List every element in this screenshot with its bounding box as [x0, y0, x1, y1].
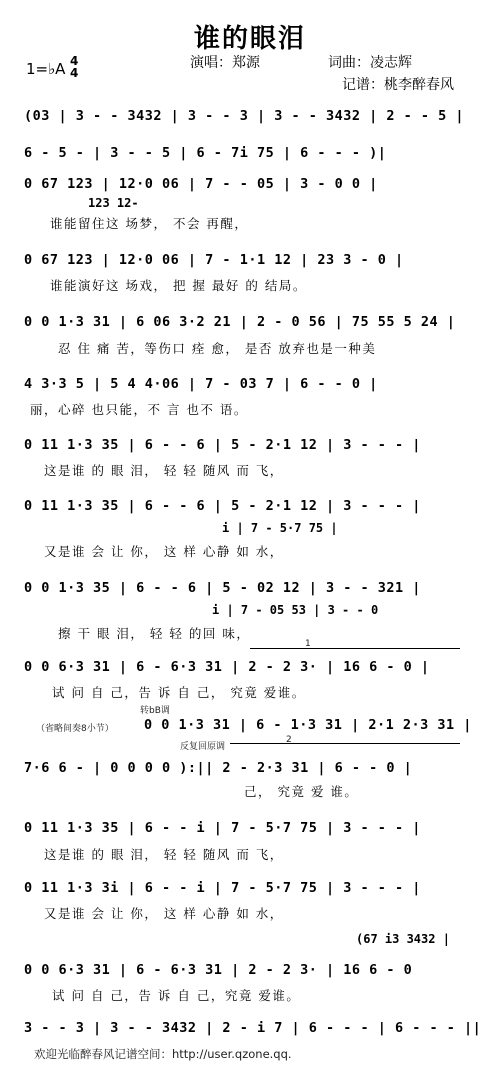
lyrics-line-15: 试 问 自 己，告 诉 自 己，究竟 爱谁。: [52, 988, 301, 1003]
interlude-note: （省略间奏8小节）: [36, 724, 114, 734]
lyrics-line-3: 谁能留住这 场梦， 不会 再醒，: [50, 216, 249, 231]
score-line-3-harmony: 123 12-: [88, 196, 139, 210]
score-line-8: 0 11 1·3 35 | 6 - - 6 | 5 - 2·1 12 | 3 - - - |: [24, 498, 421, 514]
volta-1-label: 1: [305, 639, 311, 649]
lyrics-line-12: 己， 究竟 爱 谁。: [244, 784, 359, 799]
singer-credit: 演唱：郑源: [190, 55, 260, 71]
score-line-4: 0 67 123 | 12·0 06 | 7 - 1·1 12 | 23 3 - 0 |: [24, 252, 404, 268]
volta-2-bracket: [230, 743, 460, 744]
lyrics-line-7: 这是谁 的 眼 泪， 轻 轻 随风 而 飞，: [44, 463, 284, 478]
score-line-1: (03 | 3 - - 3432 | 3 - - 3 | 3 - - 3432 | 2 - - 5 |: [24, 108, 465, 124]
time-signature-bottom: 4: [70, 66, 79, 80]
lyrics-line-4: 谁能演好这 场戏， 把 握 最好 的 结局。: [50, 278, 307, 293]
lyrics-line-9: 擦 干 眼 泪， 轻 轻 的回 味，: [58, 626, 251, 641]
score-line-2: 6 - 5 - | 3 - - 5 | 6 - 7i 75 | 6 - - - )|: [24, 145, 387, 161]
score-line-8-harmony: i | 7 - 5·7 75 |: [222, 521, 338, 535]
score-line-9-harmony: i | 7 - 05 53 | 3 - - 0: [212, 603, 379, 617]
lyrics-line-14: 又是谁 会 让 你， 这 样 心静 如 水，: [44, 906, 284, 921]
score-line-15: 0 0 6·3 31 | 6 - 6·3 31 | 2 - 2 3· | 16 6 - 0: [24, 962, 413, 978]
lyrics-line-13: 这是谁 的 眼 泪， 轻 轻 随风 而 飞，: [44, 847, 284, 862]
score-line-3: 0 67 123 | 12·0 06 | 7 - - 05 | 3 - 0 0 |: [24, 176, 378, 192]
time-signature: [70, 55, 78, 79]
score-line-13: 0 11 1·3 35 | 6 - - i | 7 - 5·7 75 | 3 - - - |: [24, 820, 421, 836]
transcriber-credit: 记谱：桃李醉春风: [342, 77, 454, 93]
page-title: 谁的眼泪: [193, 24, 306, 54]
volta-1-bracket: [250, 648, 460, 649]
score-line-9: 0 0 1·3 35 | 6 - - 6 | 5 - 02 12 | 3 - - 321 |: [24, 580, 421, 596]
time-signature-top: 4: [70, 54, 79, 68]
score-line-12: 7·6 6 - | 0 0 0 0 ):|| 2 - 2·3 31 | 6 - - 0 |: [24, 760, 413, 776]
lyrics-line-6: 丽，心碎 也只能，不 言 也不 语。: [30, 402, 248, 417]
volta-2-label: 2: [286, 735, 292, 745]
composer-credit: 词曲：凌志辉: [328, 55, 412, 71]
lyrics-line-10: 试 问 自 己，告 诉 自 己， 究竟 爱谁。: [52, 685, 306, 700]
lyrics-line-8: 又是谁 会 让 你， 这 样 心静 如 水，: [44, 544, 284, 559]
modulation-note: 转bB调: [140, 706, 170, 716]
score-line-11: 0 0 1·3 31 | 6 - 1·3 31 | 2·1 2·3 31 |: [144, 717, 472, 733]
score-line-6: 4 3·3 5 | 5 4 4·06 | 7 - 03 7 | 6 - - 0 |: [24, 376, 378, 392]
key-signature: 1=♭A: [26, 60, 66, 78]
score-line-15-pickup: (67 i3 3432 |: [356, 932, 450, 946]
score-line-7: 0 11 1·3 35 | 6 - - 6 | 5 - 2·1 12 | 3 - - - |: [24, 437, 421, 453]
footer-credit: 欢迎光临醉春风记谱空间：http://user.qzone.qq.: [34, 1047, 292, 1061]
score-line-16: 3 - - 3 | 3 - - 3432 | 2 - i 7 | 6 - - - | 6 - - - ||: [24, 1020, 482, 1036]
lyrics-line-5: 忍 住 痛 苦，等伤口 痊 愈， 是否 放弃也是一种美: [58, 341, 377, 356]
score-line-10: 0 0 6·3 31 | 6 - 6·3 31 | 2 - 2 3· | 16 6 - 0 |: [24, 659, 430, 675]
return-key-note: 反复回原调: [180, 742, 226, 752]
score-line-14: 0 11 1·3 3i | 6 - - i | 7 - 5·7 75 | 3 - - - |: [24, 880, 421, 896]
score-line-5: 0 0 1·3 31 | 6 06 3·2 21 | 2 - 0 56 | 75 55 5 24 |: [24, 314, 456, 330]
